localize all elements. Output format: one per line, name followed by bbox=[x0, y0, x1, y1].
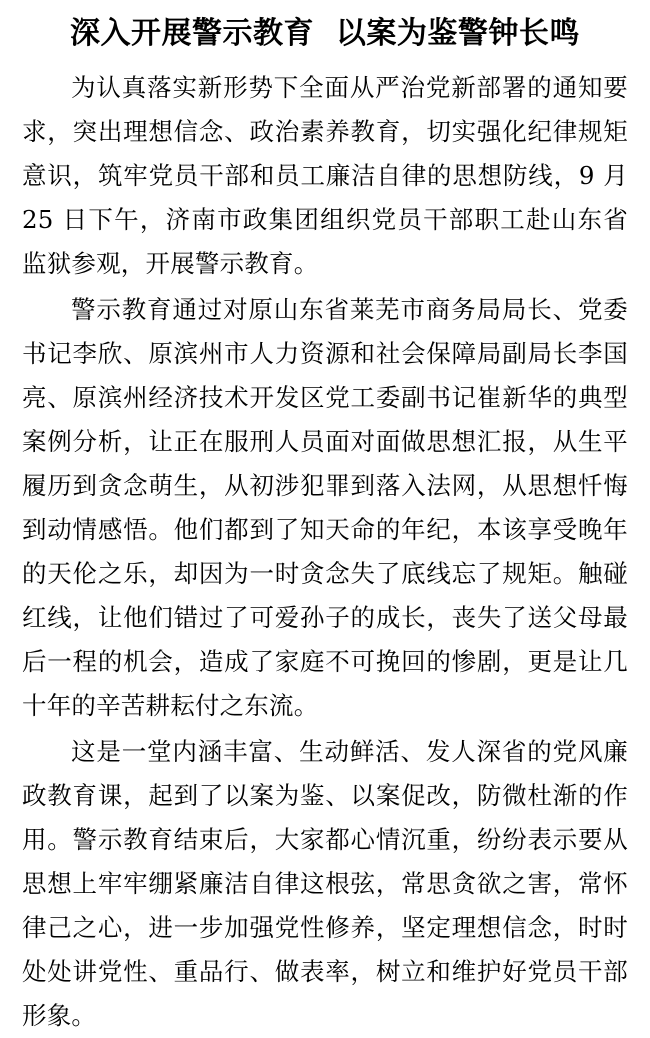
paragraph-2: 警示教育通过对原山东省莱芜市商务局局长、党委书记李欣、原滨州市人力资源和社会保障局副局长李国亮、原滨州经济技术开发区党工委副书记崔新华的典型案例分析，让正在服刑人员面对面做思想汇报，从生平履历到贪念萌生，从初涉犯罪到落入法网，从思想忏悔到动情感悟。他们都到了知天命的年纪，本该享受晚年的天伦之乐，却因为一时贪念失了底线忘了规矩。触碰红线，让他们错过了可爱孙子的成长，丧失了送父母最后一程的机会，造成了家庭不可挽回的惨剧，更是让几十年的辛苦耕耘付之东流。 bbox=[22, 295, 628, 720]
paragraph-1: 为认真落实新形势下全面从严治党新部署的通知要求，突出理想信念、政治素养教育，切实强化纪律规矩意识，筑牢党员干部和员工廉洁自律的思想防线，9 月 25 日下午，济南市政集团组织党员干部职工赴山东省监狱参观，开展警示教育。 bbox=[22, 73, 628, 278]
page-title: 深入开展警示教育 以案为鉴警钟长鸣 bbox=[70, 16, 580, 51]
paragraph-3: 这是一堂内涵丰富、生动鲜活、发人深省的党风廉政教育课，起到了以案为鉴、以案促改，防微杜渐的作用。警示教育结束后，大家都心情沉重，纷纷表示要从思想上牢牢绷紧廉洁自律这根弦，常思贪欲之害，常怀律己之心，进一步加强党性修养，坚定理想信念，时时处处讲党性、重品行、做表率，树立和维护好党员干部形象。 bbox=[22, 737, 628, 1030]
